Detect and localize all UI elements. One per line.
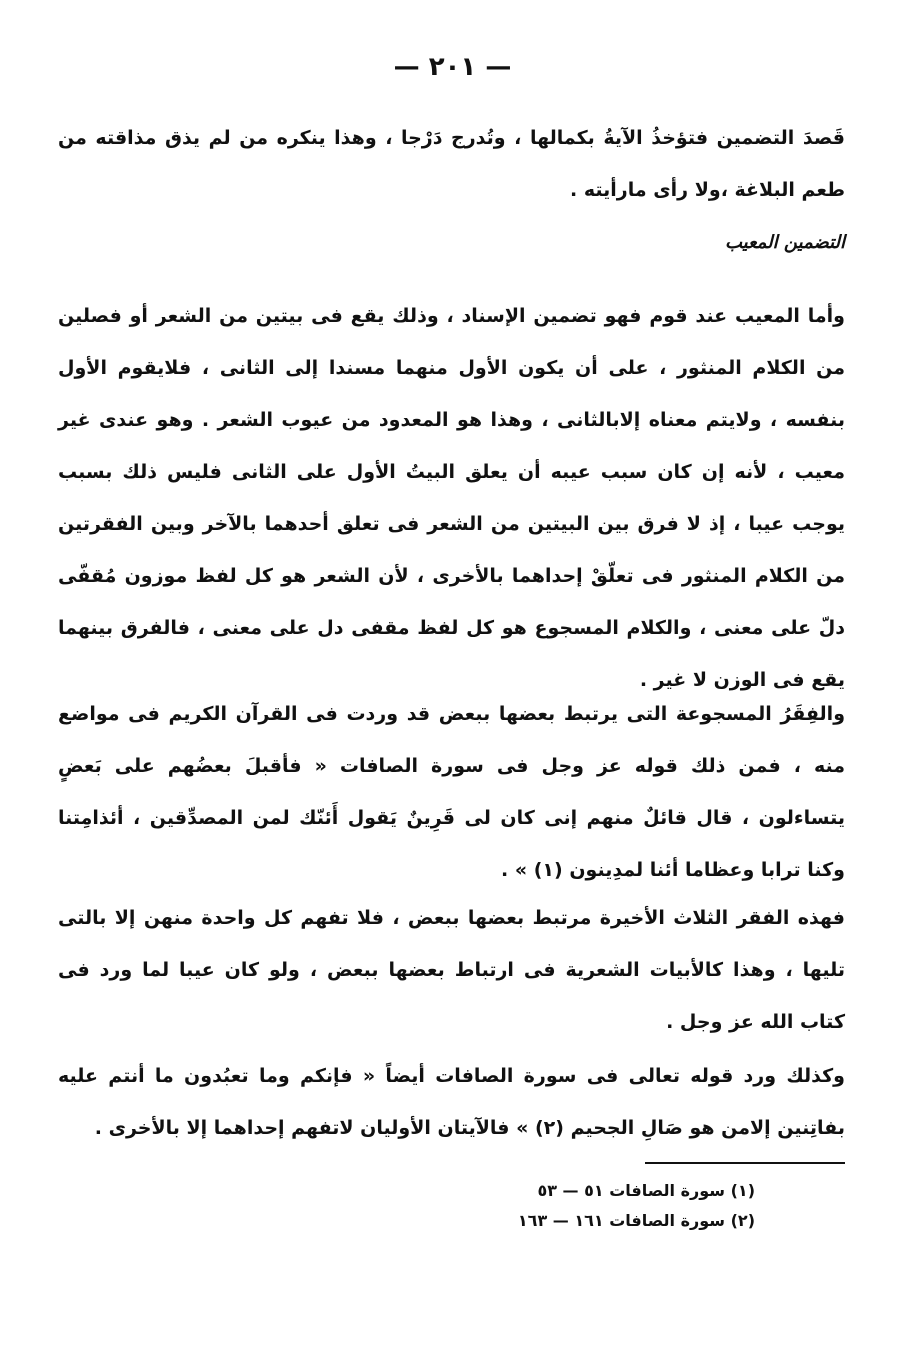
page-number: — ٢٠١ — <box>393 52 512 82</box>
paragraph: قَصدَ التضمين فتؤخذُ الآيةُ بكمالها ، وتُدرج دَرْجا ، وهذا ينكره من لم يذق مذاقته من طعم البلاغة ،ولا رأى مارأيته . <box>58 127 845 201</box>
paragraph: وأما المعيب عند قوم فهو تضمين الإسناد ، وذلك يقع فى بيتين من الشعر أو فصلين من الكلام المنثور ، على أن يكون الأول منهما مسندا إلى الثانى ، فلايقوم الأول بنفسه ، ولايتم معناه إلابالثانى ، وهذا هو المعدود من عيوب الشعر . وهو عندى غير معيب ، لأنه إن كان سبب عيبه أن يعلق البيتُ الأول على الثانى فليس ذلك بسبب يوجب عيبا ، إذ لا فرق بين البيتين من الشعر فى تعلق أحدهما بالآخر وبين الفقرتين من الكلام المنثور فى تعلّقْ إحداهما بالأخرى ، لأن الشعر هو كل لفظ موزون مُقفّى دلّ على معنى ، والكلام المسجوع هو كل لفظ مقفى دل على معنى ، فالفرق بينهما يقع فى الوزن لا غير . <box>58 305 845 691</box>
footnote-divider <box>645 1162 845 1164</box>
footnote: (١) سورة الصافات ٥١ — ٥٣ <box>537 1181 755 1200</box>
paragraph-block <box>58 688 845 896</box>
section-heading: التضمين المعيب <box>724 232 845 253</box>
paragraph-block <box>58 892 845 1048</box>
paragraph-block <box>58 1050 845 1154</box>
paragraph-block <box>58 112 845 216</box>
paragraph: فهذه الفقر الثلاث الأخيرة مرتبط بعضها ببعض ، فلا تفهم كل واحدة منهن إلا بالتى تليها ، وهذا كالأبيات الشعرية فى ارتباط بعضها ببعض ، ولو كان عيبا لما ورد فى كتاب الله عز وجل . <box>58 907 845 1033</box>
footnote: (٢) سورة الصافات ١٦١ — ١٦٣ <box>517 1211 755 1230</box>
paragraph: وكذلك ورد قوله تعالى فى سورة الصافات أيضاً « فإنكم وما تعبُدون ما أنتم عليه بفاتِنين إلامن هو صَالِ الجحيم (٢) » فالآيتان الأوليان لاتفهم إحداهما إلا بالأخرى . <box>58 1065 845 1139</box>
paragraph-block <box>58 290 845 706</box>
paragraph: والفِقَرُ المسجوعة التى يرتبط بعضها ببعض قد وردت فى القرآن الكريم فى مواضع منه ، فمن ذلك قوله عز وجل فى سورة الصافات « فأقبلَ بعضُهم على بَعضٍ يتساءلون ، قال قائلٌ منهم إنى كان لى قَرِينٌ يَقول أَئنّك لمن المصدِّقين ، أئذامِتنا وكنا ترابا وعظاما أئنا لمدِينون (١) » . <box>58 703 845 881</box>
footnotes <box>518 1176 755 1236</box>
